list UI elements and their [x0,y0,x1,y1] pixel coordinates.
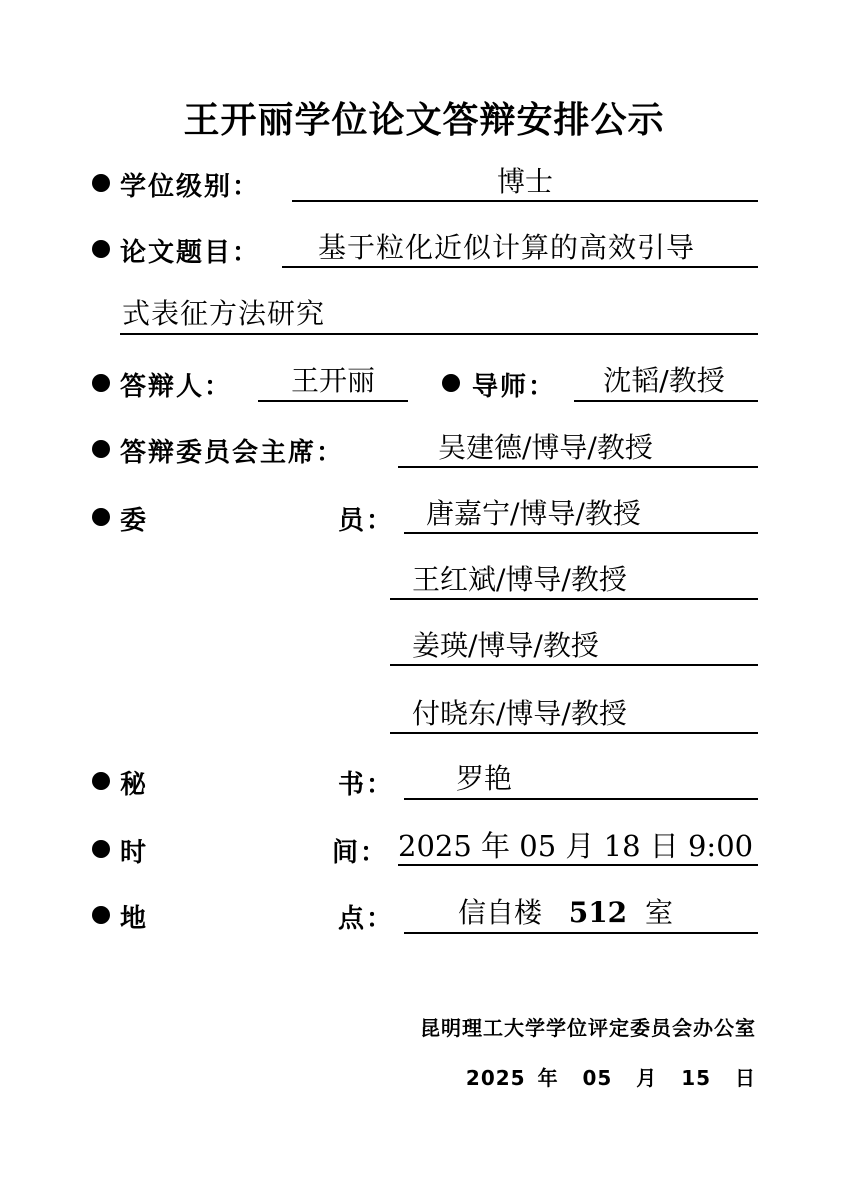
defender-label: 答辩人： [120,372,233,402]
time-month: 05 [519,829,557,863]
member-name: 姜瑛/博导/教授 [412,629,599,662]
place-value [458,893,673,933]
time-value [398,826,753,866]
member-name: 付晓东/博导/教授 [412,697,627,730]
defender-value: 王开丽 [290,364,375,397]
thesis-title-line2: 式表征方法研究 [122,297,326,330]
member-name: 唐嘉宁/博导/教授 [426,497,641,530]
place-room: 512 [568,896,628,929]
place-building: 信自楼 [458,896,543,929]
issue-day: 15 [681,1066,712,1090]
members-label-a: 委 [120,506,149,536]
bullet-icon [442,374,460,392]
bullet-icon [92,374,110,392]
thesis-label: 论文题目： [120,238,261,268]
advisor-value: 沈韬/教授 [603,364,725,397]
bullet-icon [92,440,110,458]
degree-value: 博士 [496,165,553,198]
degree-label: 学位级别： [120,172,261,202]
time-month-unit: 月 [565,829,595,863]
issue-date [466,1062,756,1091]
bullet-icon [92,840,110,858]
time-year-unit: 年 [481,829,511,863]
secretary-value: 罗艳 [456,762,513,795]
issue-day-unit: 日 [735,1066,756,1090]
place-room-unit: 室 [644,896,673,929]
issue-month: 05 [582,1066,613,1090]
time-label-a: 时 [120,838,149,868]
advisor-label: 导师： [472,372,557,402]
bullet-icon [92,174,110,192]
bullet-icon [92,772,110,790]
time-day: 18 [603,829,641,863]
time-clock: 9:00 [687,829,754,863]
place-label-a: 地 [120,904,149,934]
time-year: 2025 [398,829,472,863]
place-label-b: 点： [338,904,395,934]
issuing-office: 昆明理工大学学位评定委员会办公室 [420,1016,756,1040]
issue-month-unit: 月 [636,1066,658,1090]
chair-value: 吴建德/博导/教授 [438,431,653,464]
bullet-icon [92,906,110,924]
issue-year: 2025 [465,1066,526,1090]
issue-year-unit: 年 [537,1066,559,1090]
chair-label: 答辩委员会主席： [120,438,345,468]
member-name: 王红斌/博导/教授 [412,563,627,596]
members-label-b: 员： [338,506,395,536]
thesis-title-line1: 基于粒化近似计算的高效引导 [318,231,696,264]
secretary-label-a: 秘 [120,770,149,800]
bullet-icon [92,508,110,526]
time-label-b: 间： [332,838,389,868]
secretary-label-b: 书： [338,770,395,800]
page-title: 王开丽学位论文答辩安排公示 [183,100,665,141]
bullet-icon [92,240,110,258]
time-day-unit: 日 [649,829,679,863]
